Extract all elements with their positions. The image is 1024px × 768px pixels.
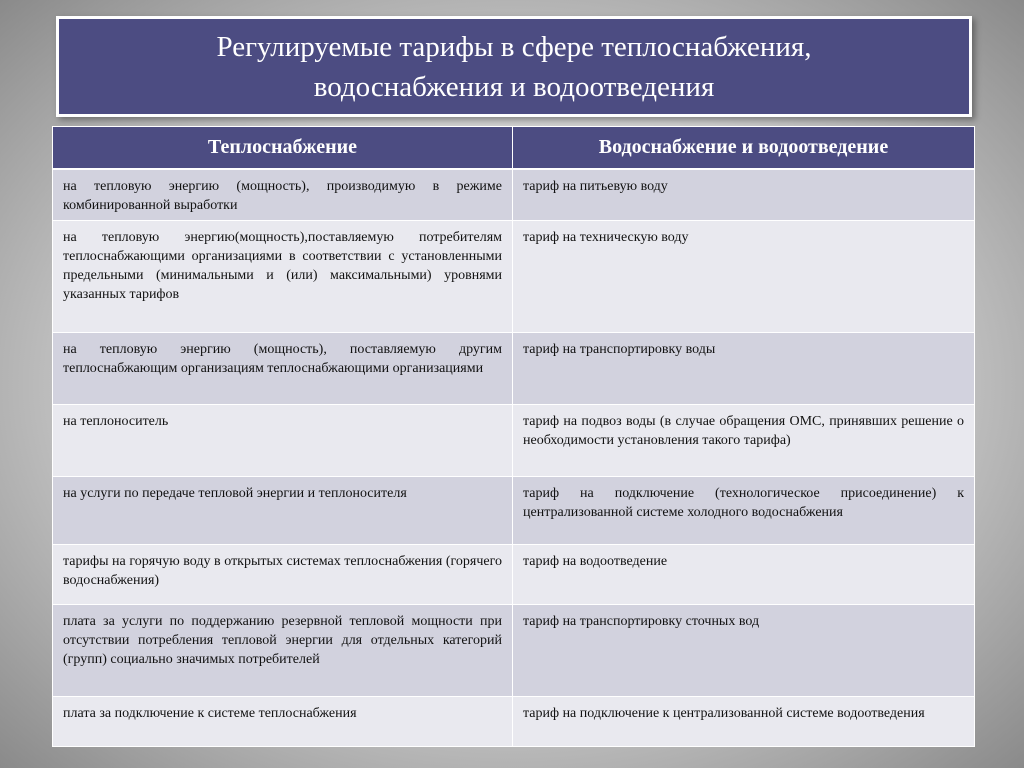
- slide-title-line-1: Регулируемые тарифы в сфере теплоснабжения,: [216, 30, 812, 63]
- heat-tariff-cell: на услуги по передаче тепловой энергии и теплоносителя: [53, 476, 513, 544]
- water-tariff-cell: тариф на питьевую воду: [513, 169, 975, 220]
- table-row: [53, 696, 975, 746]
- water-tariff-cell: тариф на подвоз воды (в случае обращения ОМС, принявших решение о необходимости установления такого тарифа): [513, 404, 975, 476]
- table-row: [53, 220, 975, 332]
- table-header-row: [53, 127, 975, 170]
- table-row: [53, 476, 975, 544]
- heat-tariff-cell: на тепловую энергию(мощность),поставляемую потребителям теплоснабжающими организациями в соответствии с установленными предельными (минимальными и (или) максимальными) уровнями указанных тарифов: [53, 220, 513, 332]
- header-water-supply: Водоснабжение и водоотведение: [513, 127, 975, 170]
- slide-title-line-2: водоснабжения и водоотведения: [313, 70, 715, 103]
- heat-tariff-cell: тарифы на горячую воду в открытых системах теплоснабжения (горячего водоснабжения): [53, 544, 513, 604]
- table-row: [53, 332, 975, 404]
- heat-tariff-cell: на теплоноситель: [53, 404, 513, 476]
- heat-tariff-cell: на тепловую энергию (мощность), производимую в режиме комбинированной выработки: [53, 169, 513, 220]
- table-row: [53, 544, 975, 604]
- water-tariff-cell: тариф на транспортировку сточных вод: [513, 604, 975, 696]
- table-row: [53, 604, 975, 696]
- heat-tariff-cell: плата за подключение к системе теплоснабжения: [53, 696, 513, 746]
- slide-title: [217, 27, 812, 107]
- heat-tariff-cell: на тепловую энергию (мощность), поставляемую другим теплоснабжающим организациям теплоснабжающими организациями: [53, 332, 513, 404]
- table-row: [53, 404, 975, 476]
- water-tariff-cell: тариф на подключение к централизованной системе водоотведения: [513, 696, 975, 746]
- table-row: [53, 169, 975, 220]
- water-tariff-cell: тариф на подключение (технологическое присоединение) к централизованной системе холодного водоснабжения: [513, 476, 975, 544]
- heat-tariff-cell: плата за услуги по поддержанию резервной тепловой мощности при отсутствии потребления тепловой энергии для отдельных категорий (групп) социально значимых потребителей: [53, 604, 513, 696]
- tariff-table: [52, 126, 975, 747]
- header-heat-supply: Теплоснабжение: [53, 127, 513, 170]
- water-tariff-cell: тариф на транспортировку воды: [513, 332, 975, 404]
- water-tariff-cell: тариф на водоотведение: [513, 544, 975, 604]
- slide-title-box: [56, 16, 972, 117]
- water-tariff-cell: тариф на техническую воду: [513, 220, 975, 332]
